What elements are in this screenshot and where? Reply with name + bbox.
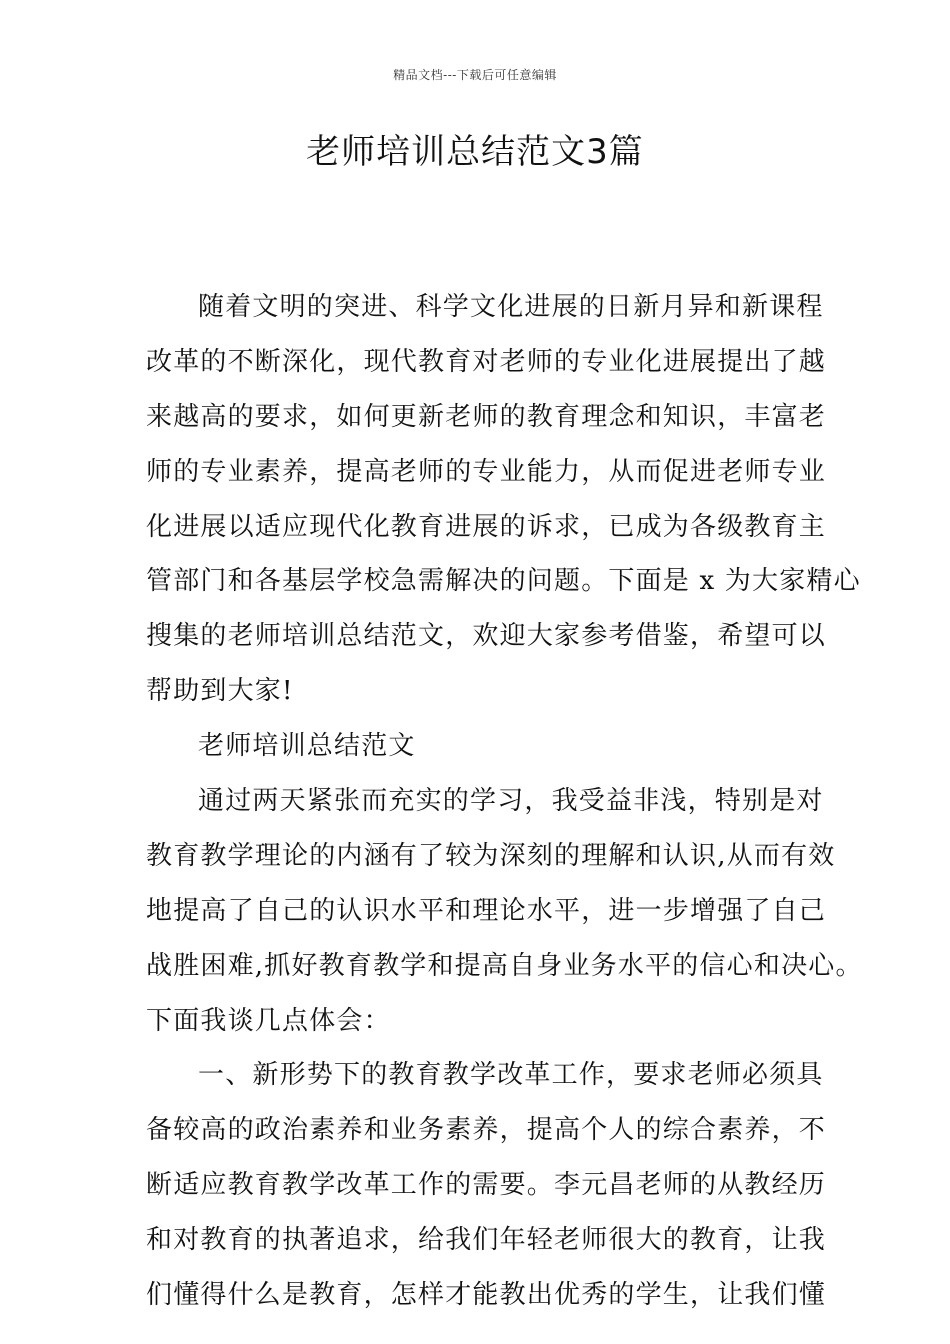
text-line: 地提高了自己的认识水平和理论水平，进一步增强了自己 bbox=[146, 895, 827, 926]
text-line: 改革的不断深化，现代教育对老师的专业化进展提出了越 bbox=[146, 346, 827, 377]
text-line: 教育教学理论的内涵有了较为深刻的理解和认识,从而有效 bbox=[146, 840, 836, 871]
text-line: 一、新形势下的教育教学改革工作，要求老师必须具 bbox=[198, 1060, 824, 1091]
text-line: 们懂得什么是教育，怎样才能教出优秀的学生，让我们懂 bbox=[146, 1280, 827, 1311]
header-note: 精品文档---下载后可任意编辑 bbox=[393, 68, 557, 82]
text-line: 随着文明的突进、科学文化进展的日新月异和新课程 bbox=[198, 292, 824, 322]
text-line: 老师培训总结范文 bbox=[198, 731, 416, 762]
text-line: 管部门和各基层学校急需解决的问题。下面是 x 为大家精心 bbox=[146, 566, 861, 597]
text-line: 化进展以适应现代化教育进展的诉求，已成为各级教育主 bbox=[146, 511, 827, 542]
text-line: 师的专业素养，提高老师的专业能力，从而促进老师专业 bbox=[146, 456, 827, 487]
document-title: 老师培训总结范文3篇 bbox=[306, 132, 644, 172]
text-line: 断适应教育教学改革工作的需要。李元昌老师的从教经历 bbox=[146, 1170, 827, 1201]
text-line: 来越高的要求，如何更新老师的教育理念和知识，丰富老 bbox=[146, 401, 827, 432]
document-body bbox=[146, 280, 863, 1323]
text-line: 搜集的老师培训总结范文，欢迎大家参考借鉴，希望可以 bbox=[146, 621, 827, 652]
text-line: 备较高的政治素养和业务素养，提高个人的综合素养，不 bbox=[146, 1115, 827, 1146]
text-line: 通过两天紧张而充实的学习，我受益非浅，特别是对 bbox=[198, 786, 824, 817]
text-line: 帮助到大家! bbox=[146, 676, 294, 707]
text-line: 下面我谈几点体会： bbox=[146, 1005, 391, 1036]
text-line: 战胜困难,抓好教育教学和提高自身业务水平的信心和决心。 bbox=[146, 950, 863, 981]
text-line: 和对教育的执著追求，给我们年轻老师很大的教育，让我 bbox=[146, 1225, 827, 1256]
